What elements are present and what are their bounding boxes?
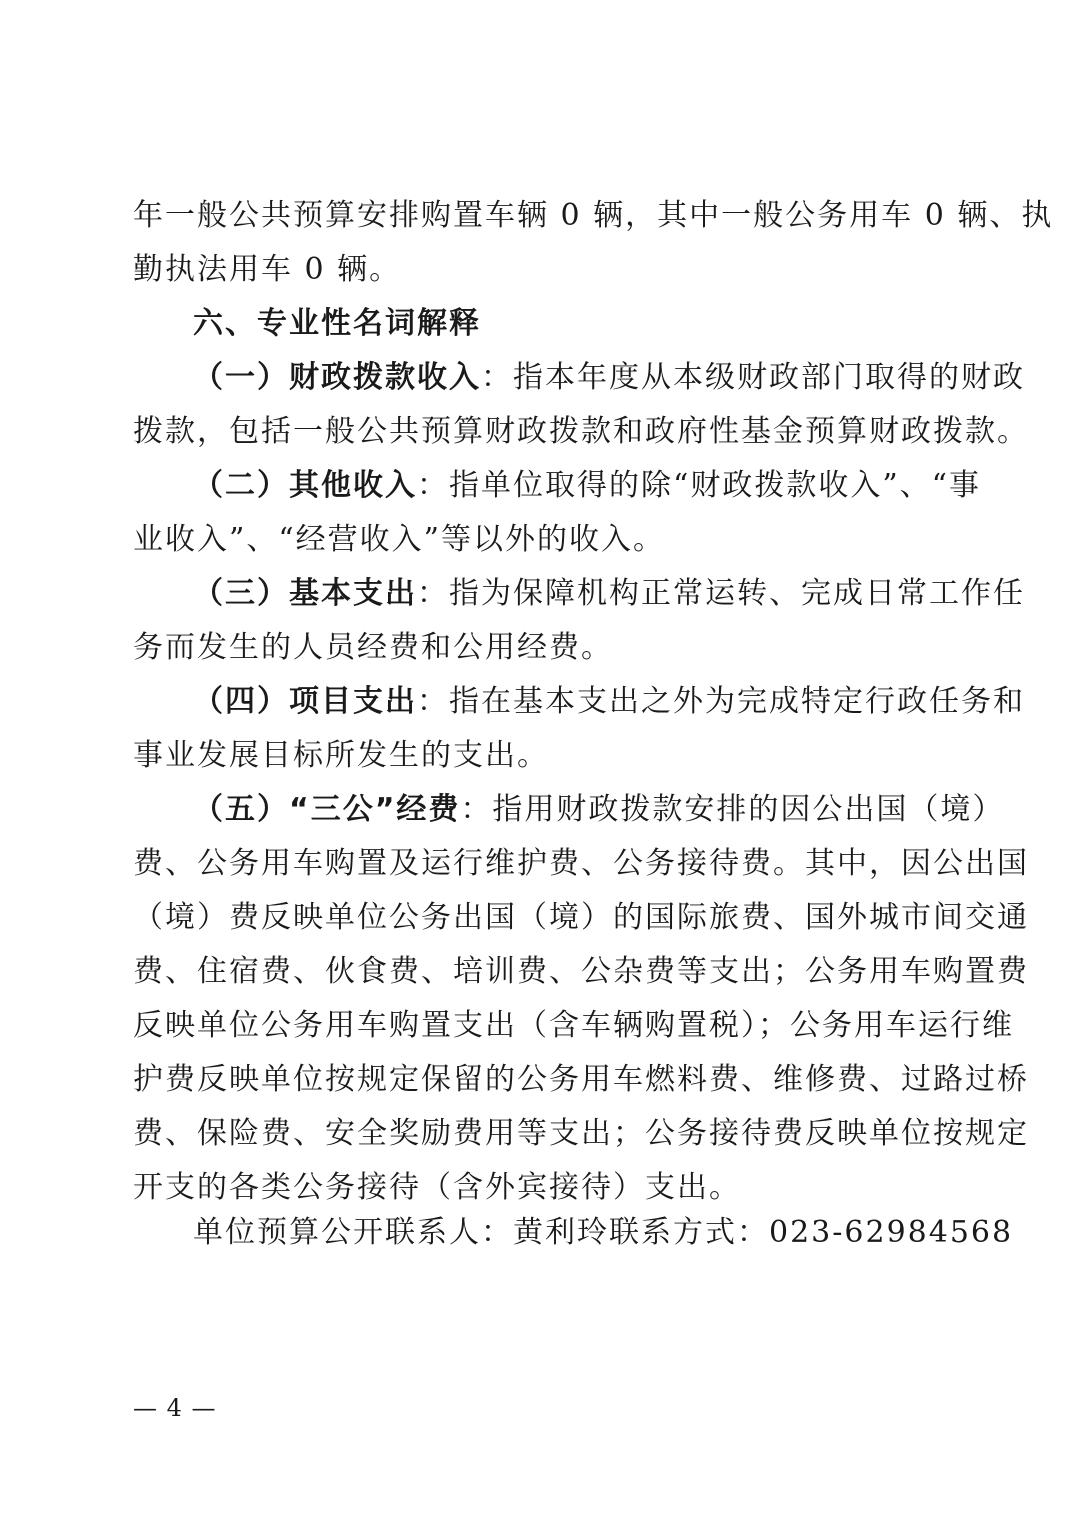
term-line-2: 务而发生的人员经费和公用经费。 xyxy=(133,630,613,665)
term-definition-start: ：指单位取得的除“财政拨款收入”、“事 xyxy=(417,468,982,503)
term-line-5: 反映单位公务用车购置支出（含车辆购置税）；公务用车运行维 xyxy=(133,1008,1014,1043)
term-basic-expenditure xyxy=(133,567,1025,675)
contact-phone: 联系方式：023-62984568 xyxy=(609,1215,1014,1250)
term-line-1 xyxy=(133,783,1005,837)
term-line-1 xyxy=(133,567,1025,621)
term-definition-start: ：指本年度从本级财政部门取得的财政 xyxy=(481,360,1025,395)
term-financial-appropriation xyxy=(133,351,1029,459)
term-label: （一）财政拨款收入 xyxy=(193,360,481,395)
term-definition-start: ：指用财政拨款安排的因公出国（境） xyxy=(460,792,1005,827)
term-line-1 xyxy=(133,675,1025,729)
term-label: （四）项目支出 xyxy=(193,684,417,719)
term-line-2: 事业发展目标所发生的支出。 xyxy=(133,738,549,773)
term-label: （二）其他收入 xyxy=(193,468,417,503)
term-line-8: 开支的各类公务接待（含外宾接待）支出。 xyxy=(133,1170,741,1205)
contact-line xyxy=(193,1206,1014,1260)
term-project-expenditure xyxy=(133,675,1025,783)
intro-line-2: 勤执法用车 0 辆。 xyxy=(133,252,402,287)
term-line-1 xyxy=(133,351,1025,405)
term-line-7: 费、保险费、安全奖励费用等支出；公务接待费反映单位按规定 xyxy=(133,1116,1029,1151)
term-line-2: 费、公务用车购置及运行维护费、公务接待费。其中，因公出国 xyxy=(133,846,1029,881)
page-number: — 4 — xyxy=(133,1394,217,1422)
intro-paragraph xyxy=(133,189,1054,297)
term-definition-start: ：指在基本支出之外为完成特定行政任务和 xyxy=(417,684,1025,719)
term-label: （三）基本支出 xyxy=(193,576,417,611)
term-other-income xyxy=(133,459,982,567)
term-line-4: 费、住宿费、伙食费、培训费、公杂费等支出；公务用车购置费 xyxy=(133,954,1029,989)
term-label: （五）“三公”经费 xyxy=(193,792,461,827)
term-line-1 xyxy=(133,459,982,513)
intro-line-1: 年一般公共预算安排购置车辆 0 辆，其中一般公务用车 0 辆、执 xyxy=(133,198,1054,233)
term-line-3: （境）费反映单位公务出国（境）的国际旅费、国外城市间交通 xyxy=(133,900,1029,935)
section-heading-block xyxy=(133,297,943,351)
contact-person: 单位预算公开联系人：黄利玲 xyxy=(193,1215,609,1250)
term-line-6: 护费反映单位按规定保留的公务用车燃料费、维修费、过路过桥 xyxy=(133,1062,1029,1097)
term-line-2: 拨款，包括一般公共预算财政拨款和政府性基金预算财政拨款。 xyxy=(133,414,1029,449)
section-heading: 六、专业性名词解释 xyxy=(193,306,481,341)
term-definition-start: ：指为保障机构正常运转、完成日常工作任 xyxy=(417,576,1025,611)
term-line-2: 业收入”、“经营收入”等以外的收入。 xyxy=(133,522,666,557)
term-three-public-expenses xyxy=(133,783,1029,1215)
